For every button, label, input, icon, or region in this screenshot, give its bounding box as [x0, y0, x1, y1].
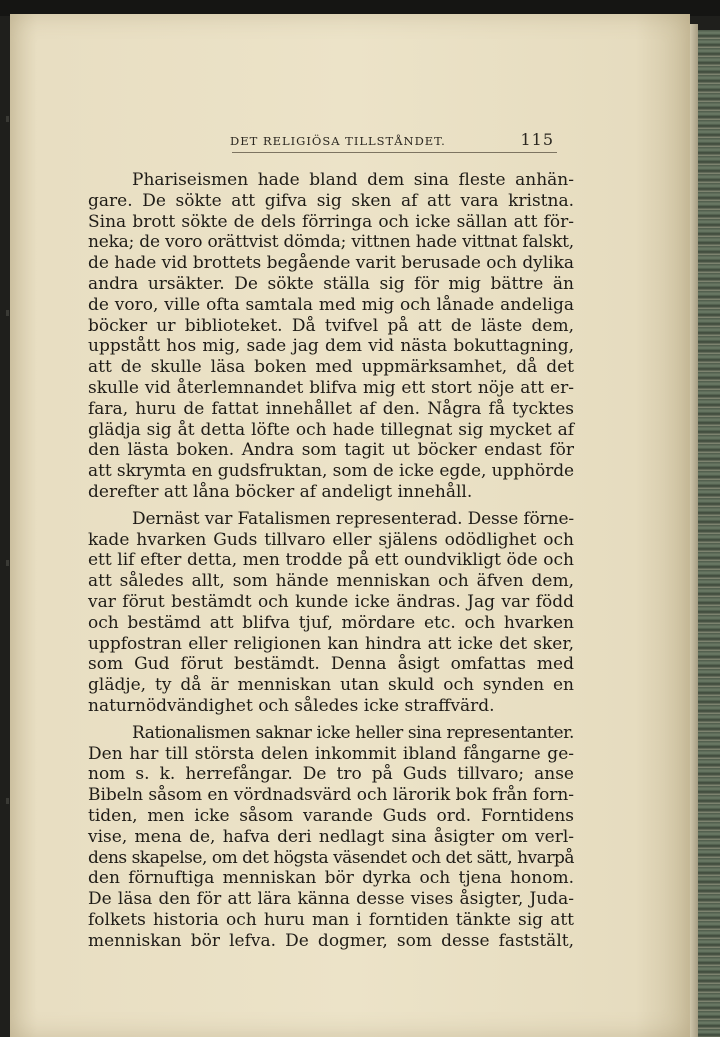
- text-line: Phariseismen hade bland dem sina fleste anhän-: [132, 170, 574, 190]
- text-line: var förut bestämdt och kunde icke ändras. Jag var född: [88, 591, 574, 612]
- text-line: Sina brott sökte de dels förringa och icke sällan att för-: [88, 211, 574, 232]
- text-line: andra ursäkter. De sökte ställa sig för mig bättre än: [88, 273, 574, 294]
- next-page-strip: [698, 30, 720, 1037]
- text-line: kade hvarken Guds tillvaro eller själens odödlighet och: [88, 529, 574, 550]
- text-line: uppstått hos mig, sade jag dem vid nästa bokuttagning,: [88, 336, 574, 357]
- text-line: Dernäst var Fatalismen representerad. Desse förne-: [132, 508, 574, 529]
- header-rule: [232, 152, 557, 153]
- paragraph: [88, 723, 574, 952]
- running-head: DET RELIGIÖSA TILLSTÅNDET.: [230, 134, 446, 148]
- text-line: glädje, ty då är menniskan utan skuld och synden en: [88, 675, 574, 696]
- text-line: uppfostran eller religionen kan hindra att icke det sker,: [88, 633, 574, 654]
- text-line: De läsa den för att lära känna desse vises åsigter, Juda-: [88, 889, 574, 910]
- text-line: de voro, ville ofta samtala med mig och lånade andeliga: [88, 294, 574, 315]
- text-line: att de skulle läsa boken med uppmärksamhet, då det: [88, 357, 574, 378]
- text-line: ett lif efter detta, men trodde på ett oundvikligt öde och: [88, 550, 574, 571]
- text-line: som Gud förut bestämdt. Denna åsigt omfattas med: [88, 654, 574, 675]
- text-line: att skrymta en gudsfruktan, som de icke egde, upphörde: [88, 461, 574, 482]
- page-header: [230, 130, 560, 152]
- text-line: den lästa boken. Andra som tagit ut böcker endast för: [88, 440, 574, 461]
- text-line: Rationalismen saknar icke heller sina representanter.: [132, 722, 574, 743]
- body-text: [88, 170, 574, 951]
- text-line: böcker ur biblioteket. Då tvifvel på att de läste dem,: [88, 315, 574, 336]
- text-line: den förnuftiga menniskan bör dyrka och tjena honom.: [88, 868, 574, 889]
- paragraph: [88, 170, 574, 503]
- text-line: menniskan bör lefva. De dogmer, som desse faststält,: [88, 930, 574, 951]
- text-line: och bestämd att blifva tjuf, mördare etc. och hvarken: [88, 612, 574, 633]
- margin-mark: [6, 116, 9, 122]
- text-line: fara, huru de fattat innehållet af den. Några få tycktes: [88, 398, 574, 419]
- text-line: de hade vid brottets begående varit berusade och dylika: [88, 253, 574, 274]
- text-line: nom s. k. herrefångar. De tro på Guds tillvaro; anse: [88, 764, 574, 785]
- text-line: tiden, men icke såsom varande Guds ord. Forntidens: [88, 805, 574, 826]
- page-edge: [690, 24, 698, 1037]
- margin-mark: [6, 560, 9, 566]
- text-line: dens skapelse, om det högsta väsendet och det sätt, hvarpå: [88, 847, 574, 868]
- text-line: Bibeln såsom en vördnadsvärd och lärorik bok från forn-: [88, 785, 574, 806]
- text-line: neka; de voro orättvist dömda; vittnen hade vittnat falskt,: [88, 232, 574, 253]
- text-line: naturnödvändighet och således icke straffvärd.: [88, 695, 495, 716]
- text-line: skulle vid återlemnandet blifva mig ett stort nöje att er-: [88, 377, 574, 398]
- text-line: glädja sig åt detta löfte och hade tillegnat sig mycket af: [88, 419, 574, 440]
- text-line: vise, mena de, hafva deri nedlagt sina åsigter om verl-: [88, 826, 574, 847]
- page-number: 115: [520, 130, 554, 149]
- margin-mark: [6, 310, 9, 316]
- text-line: derefter att låna böcker af andeligt innehåll.: [88, 481, 473, 502]
- text-line: gare. De sökte att gifva sig sken af att vara kristna.: [88, 190, 574, 211]
- text-line: att således allt, som hände menniskan och äfven dem,: [88, 571, 574, 592]
- margin-mark: [6, 798, 9, 804]
- paragraph: [88, 509, 574, 717]
- text-line: Den har till största delen inkommit ibland fångarne ge-: [88, 743, 574, 764]
- text-line: folkets historia och huru man i forntiden tänkte sig att: [88, 909, 574, 930]
